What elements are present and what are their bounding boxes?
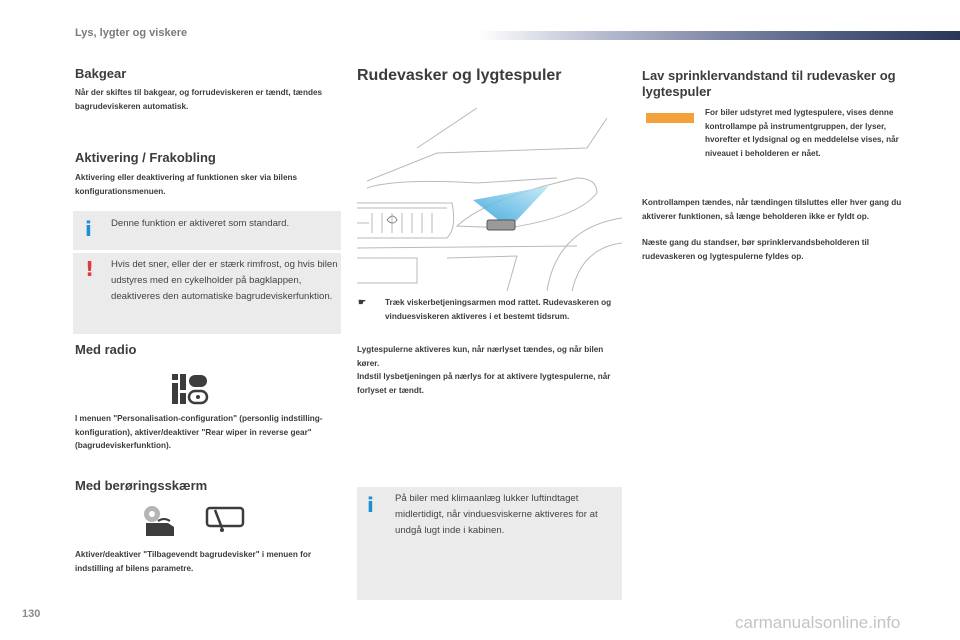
low-fluid-body-2: Næste gang du standser, bør sprinklervandsbeholderen til rudevaskeren og lygtespulerne fyldes op. <box>642 238 870 261</box>
info-icon: i <box>367 493 374 517</box>
washer-body-1: Lygtespulerne aktiveres kun, når nærlyset tændes, og når bilen kører. <box>357 345 604 368</box>
watermark: carmanualsonline.info <box>735 613 901 632</box>
with-touchscreen-title: Med berøringsskærm <box>75 478 208 493</box>
info-note <box>73 211 341 250</box>
warning-lamp-badge <box>646 113 694 123</box>
with-radio-body: I menuen "Personalisation-configuration" (personlig indstilling-konfiguration), aktiver/deaktiver "Rear wiper in reverse gear" (bagrudeviskerfunktion). <box>75 414 323 450</box>
rear-wiper-icon <box>205 506 245 534</box>
washer-title: Rudevasker og lygtespuler <box>357 67 562 84</box>
info-note-text: Denne funktion er aktiveret som standard. <box>111 218 290 229</box>
rear-wiper-config-icon <box>170 372 214 406</box>
reverse-gear-body: Når der skiftes til bakgear, og forrudeviskeren er tændt, tændes bagrudeviskeren automatisk. <box>75 88 323 111</box>
page-number: 130 <box>22 608 41 620</box>
info-icon: i <box>85 217 92 241</box>
ac-info-note <box>357 487 622 600</box>
ac-info-note-text: På biler med klimaanlæg lukker luftindtaget midlertidigt, når vinduesviskerne aktiveres for at undgå lugt inde i kabinen. <box>395 493 598 536</box>
low-fluid-badge-body: For biler udstyret med lygtespulere, vises denne kontrollampe på instrumentgruppen, der lyser, hvorefter et lydsignal og en meddelelse vises, når niveauet i beholderen er nået. <box>705 108 899 158</box>
instruction-arrow-icon: ☛ <box>358 297 367 307</box>
exclamation-icon: ! <box>85 257 95 281</box>
with-touchscreen-body: Aktiver/deaktiver "Tilbagevendt bagrudevisker" i menuen for indstilling af bilens parametre. <box>75 550 312 573</box>
section-title: Lys, lygter og viskere <box>75 27 188 39</box>
warning-note-text: Hvis det sner, eller der er stærk rimfrost, og hvis bilen udstyres med en cykelholder på bagklappen, deaktiveres den automatiske bagrudeviskerfunktion. <box>111 259 338 302</box>
headlamp-washer-illustration <box>357 108 622 291</box>
warning-note <box>73 253 341 334</box>
with-radio-title: Med radio <box>75 342 137 357</box>
activation-title: Aktivering / Frakobling <box>75 150 216 165</box>
header-gradient-bar <box>478 31 960 40</box>
activation-body: Aktivering eller deaktivering af funktionen sker via bilens konfigurationsmenuen. <box>75 173 298 196</box>
washer-body-2: Indstil lysbetjeningen på nærlys for at aktivere lygtespulerne, når forlyset er tændt. <box>357 372 611 395</box>
low-fluid-body-1: Kontrollampen tændes, når tændingen tilsluttes eller hver gang du aktiverer funktionen, så længe beholderen ikke er fyldt op. <box>642 198 902 221</box>
washer-instruction: Træk viskerbetjeningsarmen mod rattet. Rudevaskeren og vinduesviskeren aktiveres i et bestemt tidsrum. <box>385 298 612 321</box>
settings-car-icon <box>142 503 178 537</box>
reverse-gear-title: Bakgear <box>75 66 127 81</box>
low-fluid-title: Lav sprinklervandstand til rudevasker og lygtespuler <box>642 68 896 99</box>
